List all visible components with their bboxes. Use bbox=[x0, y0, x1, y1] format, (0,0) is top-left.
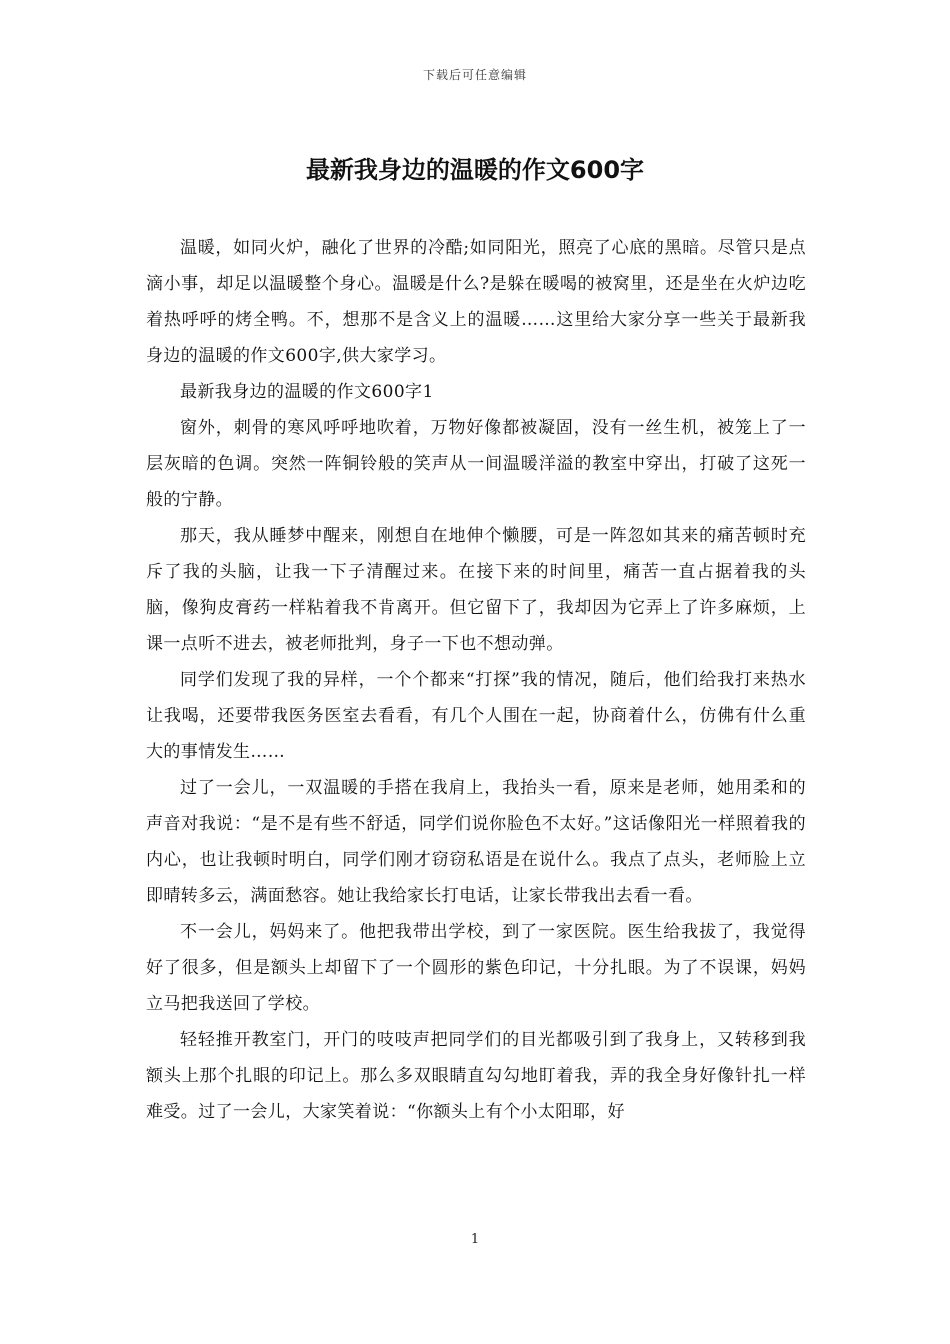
essay-heading: 最新我身边的温暖的作文600字1 bbox=[180, 382, 434, 402]
body-paragraph: 不一会儿，妈妈来了。他把我带出学校，到了一家医院。医生给我拔了，我觉得好了很多，但是额头上却留下了一个圆形的紫色印记，十分扎眼。为了不误课，妈妈立马把我送回了学校。 bbox=[146, 922, 806, 1014]
document-body bbox=[146, 230, 806, 1130]
document-title: 最新我身边的温暖的作文600字 bbox=[305, 156, 645, 184]
intro-paragraph: 温暖，如同火炉，融化了世界的冷酷;如同阳光，照亮了心底的黑暗。尽管只是点滴小事，却足以温暖整个身心。温暖是什么?是躲在暖喝的被窝里，还是坐在火炉边吃着热呼呼的烤全鸭。不，想那不是含义上的温暖……这里给大家分享一些关于最新我身边的温暖的作文600字,供大家学习。 bbox=[146, 238, 806, 366]
page-number: 1 bbox=[470, 1232, 480, 1247]
header-note: 下载后可任意编辑 bbox=[422, 68, 527, 82]
body-paragraph: 轻轻推开教室门，开门的吱吱声把同学们的目光都吸引到了我身上，又转移到我额头上那个扎眼的印记上。那么多双眼睛直勾勾地盯着我，弄的我全身好像针扎一样难受。过了一会儿，大家笑着说：“你额头上有个小太阳耶，好 bbox=[146, 1030, 806, 1122]
body-paragraph: 同学们发现了我的异样，一个个都来“打探”我的情况，随后，他们给我打来热水让我喝，还要带我医务医室去看看，有几个人围在一起，协商着什么，仿佛有什么重大的事情发生…… bbox=[146, 670, 806, 762]
body-paragraph: 过了一会儿，一双温暖的手搭在我肩上，我抬头一看，原来是老师，她用柔和的声音对我说：“是不是有些不舒适，同学们说你脸色不太好。”这话像阳光一样照着我的内心，也让我顿时明白，同学们刚才窃窃私语是在说什么。我点了点头，老师脸上立即晴转多云，满面愁容。她让我给家长打电话，让家长带我出去看一看。 bbox=[146, 778, 806, 906]
body-paragraph: 窗外，刺骨的寒风呼呼地吹着，万物好像都被凝固，没有一丝生机，被笼上了一层灰暗的色调。突然一阵铜铃般的笑声从一间温暖洋溢的教室中穿出，打破了这死一般的宁静。 bbox=[146, 418, 806, 510]
body-paragraph: 那天，我从睡梦中醒来，刚想自在地伸个懒腰，可是一阵忽如其来的痛苦顿时充斥了我的头脑，让我一下子清醒过来。在接下来的时间里，痛苦一直占据着我的头脑，像狗皮膏药一样粘着我不肯离开。但它留下了，我却因为它弄上了许多麻烦，上课一点听不进去，被老师批判，身子一下也不想动弹。 bbox=[146, 526, 806, 654]
